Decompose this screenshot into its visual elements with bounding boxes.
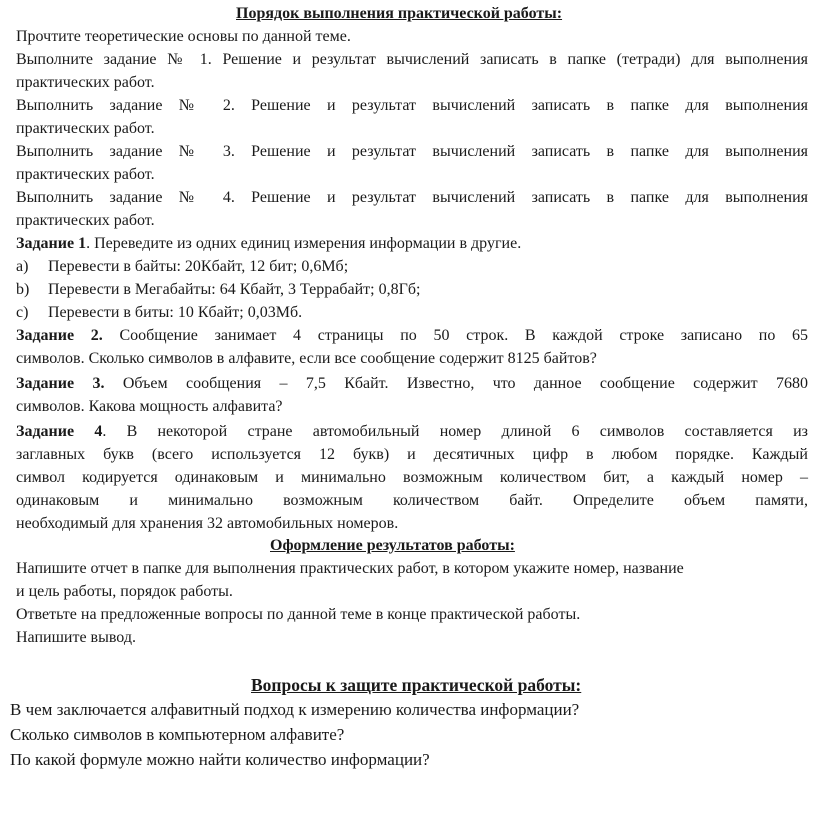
heading-procedure: Порядок выполнения практической работы: (236, 5, 563, 22)
task2-text: Сообщение занимает 4 страницы по 50 строк. В каждой строке записано по 65 (102, 327, 809, 344)
task3-line-2: символов. Какова мощность алфавита? (16, 398, 283, 415)
task1-item-text: Перевести в Мегабайты: 64 Кбайт, 3 Террабайт; 0,8Гб; (48, 281, 421, 298)
step-line-9: практических работ. (16, 212, 155, 229)
task1-label: Задание 1 (16, 235, 87, 252)
results-line-3: Ответьте на предложенные вопросы по данной теме в конце практической работы. (16, 606, 581, 623)
task4-line-2: заглавных букв (всего используется 12 букв) и десятичных цифр в любом порядке. Каждый (16, 446, 808, 463)
task4-line-4: одинаковым и минимально возможным количеством байт. Определите объем памяти, (16, 492, 808, 509)
task3-text: Объем сообщения – 7,5 Кбайт. Известно, что данное сообщение содержит 7680 (104, 375, 809, 392)
task4-line-1 (16, 422, 808, 442)
step-line-5: практических работ. (16, 120, 155, 137)
heading-questions: Вопросы к защите практической работы: (251, 675, 582, 695)
step-line-4: Выполнить задание № 2. Решение и результат вычислений записать в папке для выполнения (16, 97, 808, 114)
task1-item-marker: b) (16, 281, 30, 298)
results-line-1: Напишите отчет в папке для выполнения практических работ, в котором укажите номер, название (16, 560, 684, 577)
task2-label: Задание 2. (16, 327, 103, 344)
task1-item-c (16, 303, 302, 323)
task1-item-b (16, 280, 420, 300)
task1-header (16, 234, 521, 254)
task4-text: . В некоторой стране автомобильный номер длиной 6 символов составляется из (102, 423, 809, 440)
question-3: По какой формуле можно найти количество информации? (10, 750, 430, 769)
heading-results: Оформление результатов работы: (270, 537, 515, 554)
step-line-6: Выполнить задание № 3. Решение и результат вычислений записать в папке для выполнения (16, 143, 808, 160)
task1-item-marker: a) (16, 258, 29, 275)
task1-item-text: Перевести в биты: 10 Кбайт; 0,03Мб. (48, 304, 303, 321)
step-line-3: практических работ. (16, 74, 155, 91)
task2-line-1 (16, 326, 808, 346)
task1-item-text: Перевести в байты: 20Кбайт, 12 бит; 0,6Мб; (48, 258, 349, 275)
task2-line-2: символов. Сколько символов в алфавите, если все сообщение содержит 8125 байтов? (16, 350, 597, 367)
task4-line-5: необходимый для хранения 32 автомобильных номеров. (16, 515, 399, 532)
step-line-7: практических работ. (16, 166, 155, 183)
step-line-2: Выполните задание № 1. Решение и результат вычислений записать в папке (тетради) для выполнения (16, 51, 808, 68)
task1-text: . Переведите из одних единиц измерения информации в другие. (86, 235, 522, 252)
task1-item-a (16, 257, 348, 277)
question-2: Сколько символов в компьютерном алфавите? (10, 725, 345, 744)
task4-label: Задание 4 (16, 423, 103, 440)
results-line-2: и цель работы, порядок работы. (16, 583, 233, 600)
step-line-1: Прочтите теоретические основы по данной теме. (16, 28, 351, 45)
task3-line-1 (16, 374, 808, 394)
task3-label: Задание 3. (16, 375, 105, 392)
results-line-4: Напишите вывод. (16, 629, 136, 646)
step-line-8: Выполнить задание № 4. Решение и результат вычислений записать в папке для выполнения (16, 189, 808, 206)
task4-line-3: символ кодируется одинаковым и минимально возможным количеством бит, а каждый номер – (16, 469, 808, 486)
question-1: В чем заключается алфавитный подход к измерению количества информации? (10, 700, 580, 719)
task1-item-marker: c) (16, 304, 29, 321)
